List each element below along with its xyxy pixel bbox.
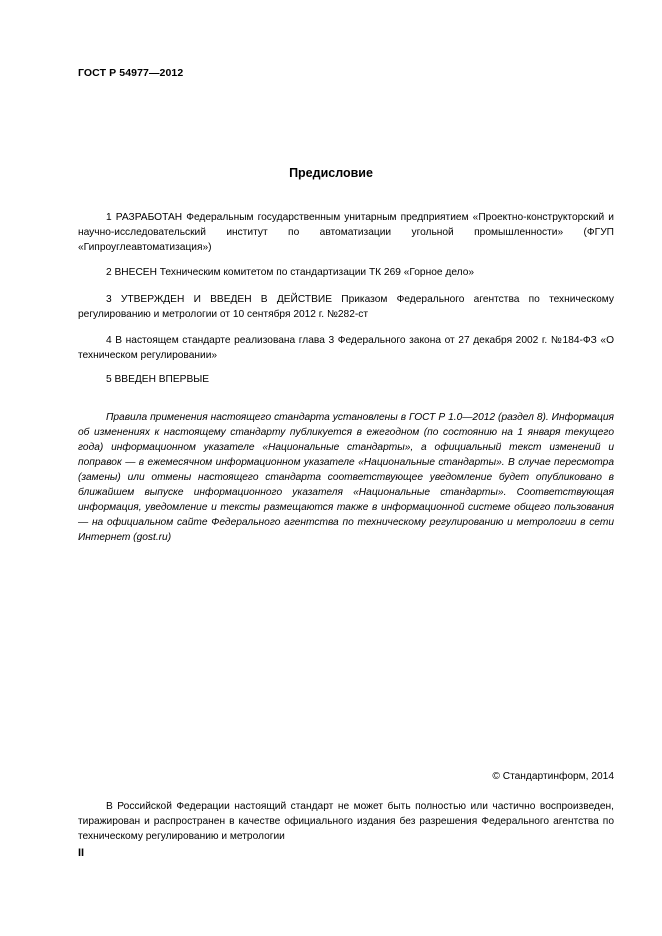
preface-item-3: 3 УТВЕРЖДЕН И ВВЕДЕН В ДЕЙСТВИЕ Приказом Федерального агентства по техническому регулированию и метрологии от 10 сентября 2012 г. №282-ст	[78, 294, 614, 320]
reproduction-rights-notice: В Российской Федерации настоящий стандарт не может быть полностью или частично воспроизведен, тиражирован и распространен в качестве официального издания без разрешения Федерального агентства по техническому регулированию и метрологии	[78, 801, 614, 842]
document-code: ГОСТ Р 54977—2012	[78, 67, 184, 79]
page-number: II	[78, 847, 85, 859]
copyright-notice: © Стандартинформ, 2014	[492, 771, 614, 782]
page-title: Предисловие	[289, 166, 373, 180]
preface-item-4: 4 В настоящем стандарте реализована глава 3 Федерального закона от 27 декабря 2002 г. №184-ФЗ «О техническом регулировании»	[78, 335, 614, 361]
preface-item-5: 5 ВВЕДЕН ВПЕРВЫЕ	[106, 374, 210, 385]
preface-item-1: 1 РАЗРАБОТАН Федеральным государственным унитарным предприятием «Проектно-конструкторский и научно-исследовательский институт по автоматизации угольной промышленности» (ФГУП «Гипроуглеавтоматизация»)	[78, 212, 614, 253]
preface-item-2: 2 ВНЕСЕН Техническим комитетом по стандартизации ТК 269 «Горное дело»	[106, 267, 475, 278]
application-rules-note: Правила применения настоящего стандарта установлены в ГОСТ Р 1.0—2012 (раздел 8). Информация об изменениях к настоящему стандарту публикуется в ежегодном (по состоянию на 1 января текущего года) информационном указателе «Национальные стандарты», а официальный текст изменений и поправок — в ежемесячном информационном указателе «Национальные стандарты». В случае пересмотра (замены) или отмены настоящего стандарта соответствующее уведомление будет опубликовано в ближайшем выпуске информационного указателя «Национальные стандарты». Соответствующая информация, уведомление и тексты размещаются также в информационной системе общего пользования — на официальном сайте Федерального агентства по техническому регулированию и метрологии в сети Интернет (gost.ru)	[78, 412, 614, 543]
